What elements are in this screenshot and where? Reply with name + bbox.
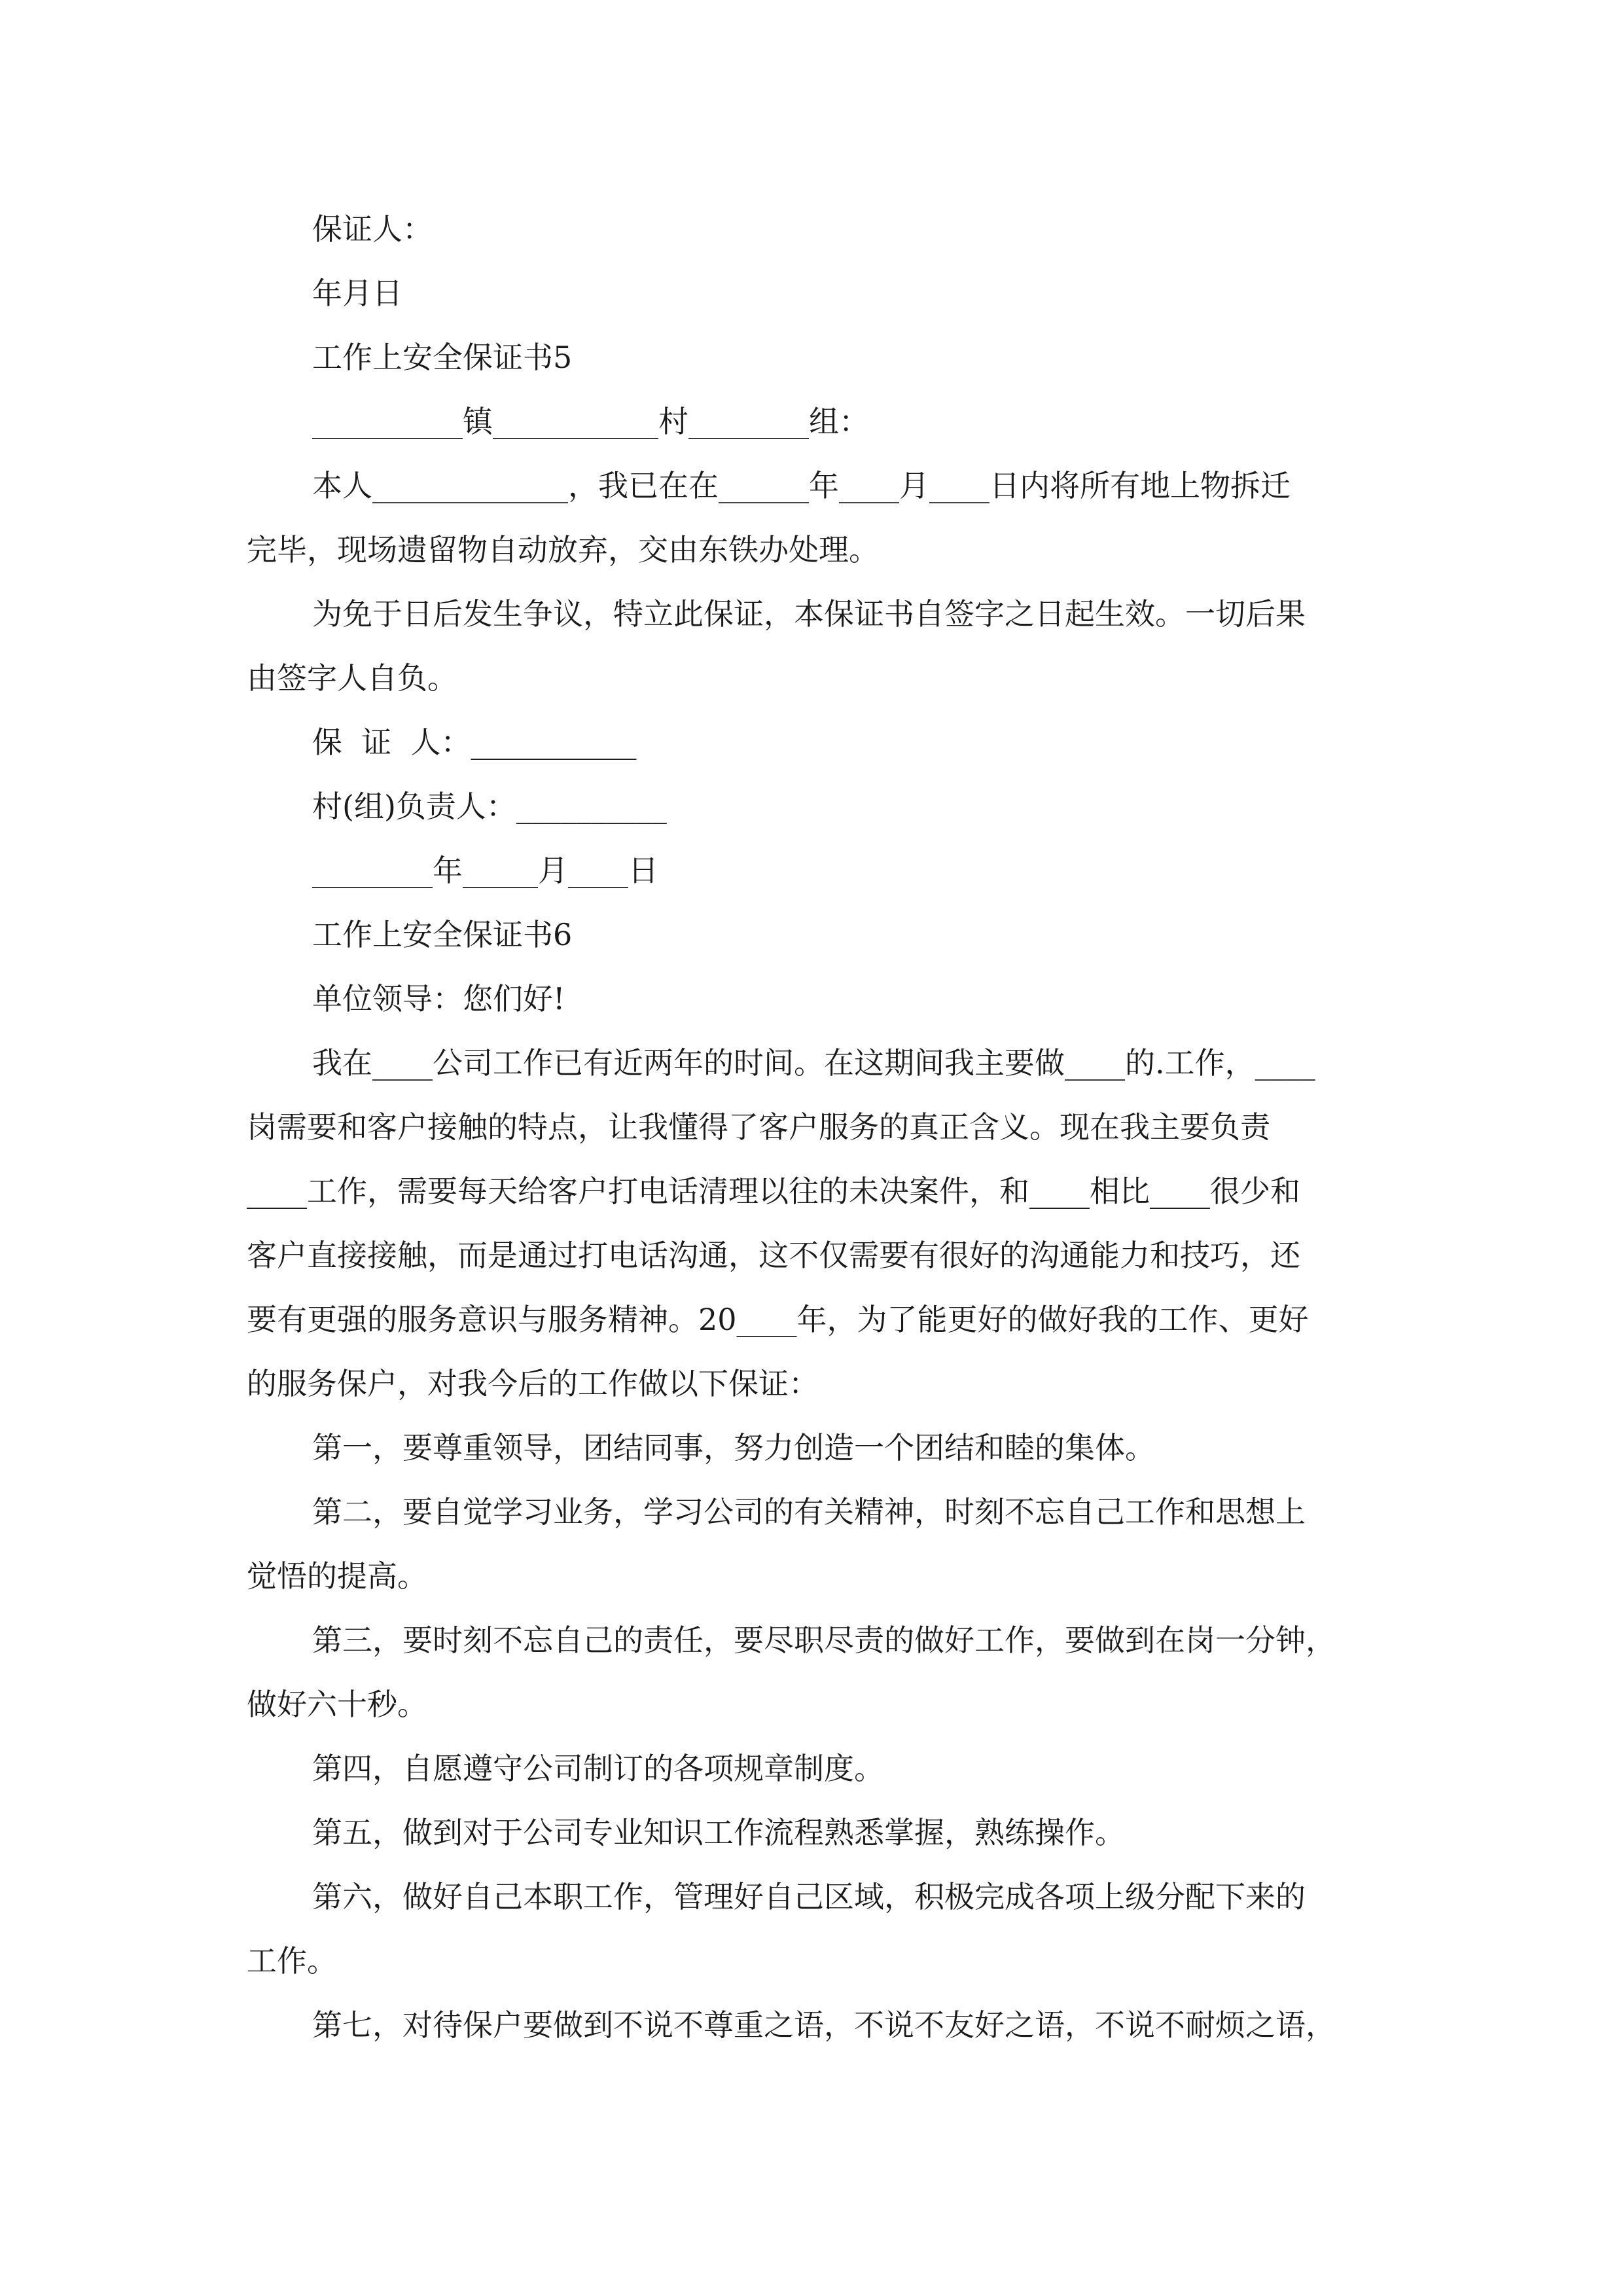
pledge-item-6: 第六，做好自己本职工作，管理好自己区域，积极完成各项上级分配下来的	[312, 1879, 1306, 1914]
section-title-6: 工作上安全保证书6	[312, 917, 573, 952]
paragraph-line: 我在____公司工作已有近两年的时间。在这期间我主要做____的.工作，____	[312, 1045, 1315, 1081]
guarantor-signature-line: 保 证 人：___________	[312, 725, 637, 760]
address-line: __________镇___________村________组：	[312, 404, 869, 439]
paragraph-line: ____工作，需要每天给客户打电话清理以往的未决案件，和____相比____很少和	[247, 1174, 1300, 1209]
salutation: 单位领导：您们好!	[312, 981, 565, 1016]
pledge-item-3: 第三，要时刻不忘自己的责任，要尽职尽责的做好工作，要做到在岗一分钟，	[312, 1623, 1336, 1658]
pledge-item-7: 第七，对待保户要做到不说不尊重之语，不说不友好之语，不说不耐烦之语，	[312, 2007, 1336, 2043]
section-title-5: 工作上安全保证书5	[312, 340, 573, 375]
pledge-item-4: 第四，自愿遵守公司制订的各项规章制度。	[312, 1751, 884, 1786]
paragraph-line: 要有更强的服务意识与服务精神。20____年，为了能更好的做好我的工作、更好	[247, 1302, 1309, 1337]
pledge-item-2-cont: 觉悟的提高。	[247, 1558, 427, 1594]
guarantor-label: 保证人：	[312, 211, 433, 247]
pledge-item-3-cont: 做好六十秒。	[247, 1687, 427, 1722]
paragraph-line: 为免于日后发生争议，特立此保证，本保证书自签字之日起生效。一切后果	[312, 596, 1306, 632]
village-head-signature-line: 村(组)负责人：__________	[312, 789, 667, 824]
pledge-item-1: 第一，要尊重领导，团结同事，努力创造一个团结和睦的集体。	[312, 1430, 1155, 1465]
date-blank-line: ________年_____月____日	[312, 853, 658, 888]
paragraph-line: 完毕，现场遗留物自动放弃，交由东铁办处理。	[247, 532, 879, 567]
paragraph-line: 本人_____________，我已在在______年____月____日内将所有地上物拆迁	[312, 468, 1291, 503]
paragraph-line: 由签字人自负。	[247, 660, 457, 696]
pledge-item-6-cont: 工作。	[247, 1943, 337, 1979]
pledge-item-2: 第二，要自觉学习业务，学习公司的有关精神，时刻不忘自己工作和思想上	[312, 1494, 1306, 1530]
paragraph-line: 客户直接接触，而是通过打电话沟通，这不仅需要有很好的沟通能力和技巧，还	[247, 1238, 1300, 1273]
date-label: 年月日	[312, 276, 402, 311]
pledge-item-5: 第五，做到对于公司专业知识工作流程熟悉掌握，熟练操作。	[312, 1815, 1125, 1850]
paragraph-line: 的服务保户，对我今后的工作做以下保证：	[247, 1366, 819, 1401]
paragraph-line: 岗需要和客户接触的特点，让我懂得了客户服务的真正含义。现在我主要负责	[247, 1109, 1270, 1145]
